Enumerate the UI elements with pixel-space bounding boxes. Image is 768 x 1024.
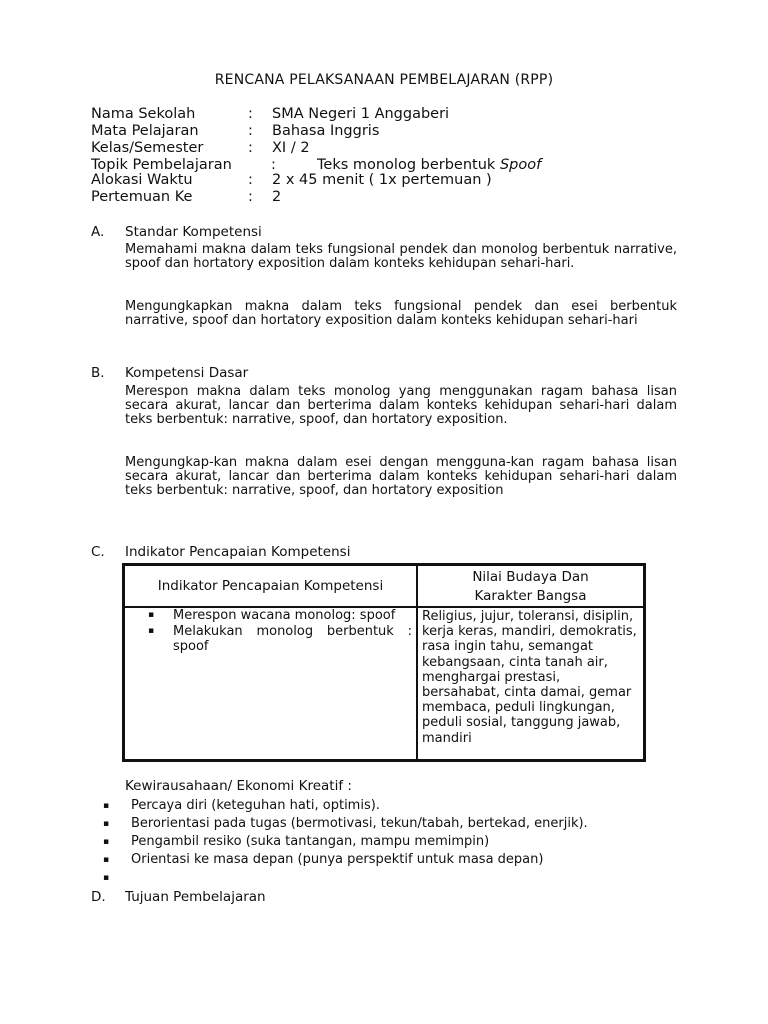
indicator-text: Merespon wacana monolog: spoof <box>173 608 396 623</box>
list-item <box>125 624 416 655</box>
section-a-letter: A. <box>91 224 105 240</box>
info-row-time <box>91 172 651 190</box>
kewirausahaan-item: Berorientasi pada tugas (bermotivasi, tekun/tabah, bertekad, enerjik). <box>131 816 588 831</box>
kewirausahaan-item: Pengambil resiko (suka tantangan, mampu memimpin) <box>131 834 490 849</box>
info-colon: : <box>248 172 253 188</box>
info-value <box>317 157 541 173</box>
info-label: Topik Pembelajaran <box>91 157 232 173</box>
indicator-table <box>122 563 646 762</box>
section-a-paragraph-2: Mengungkapkan makna dalam teks fungsional pendek dan esei berbentuk narrative, spoof dan hortatory exposition dalam konteks kehidupan sehari-hari <box>125 299 677 329</box>
info-value: Bahasa Inggris <box>272 123 380 139</box>
bullet-icon: ▪ <box>103 837 110 847</box>
info-row-meeting <box>91 189 651 207</box>
kewirausahaan-item: Orientasi ke masa depan (punya perspektif untuk masa depan) <box>131 852 544 867</box>
info-row-subject <box>91 123 651 141</box>
bullet-icon: ▪ <box>103 855 110 865</box>
table-header-indicator: Indikator Pencapaian Kompetensi <box>124 565 417 607</box>
info-label: Mata Pelajaran <box>91 123 199 139</box>
bullet-icon: ▪ <box>103 801 110 811</box>
topic-text: Teks monolog berbentuk <box>317 157 496 173</box>
bullet-icon: ▪ <box>103 819 110 829</box>
table-header-values <box>417 565 644 607</box>
info-label: Kelas/Semester <box>91 140 204 156</box>
bullet-icon: ▪ <box>103 873 110 883</box>
section-b-paragraph-1: Merespon makna dalam teks monolog yang menggunakan ragam bahasa lisan secara akurat, lancar dan berterima dalam konteks kehidupan sehari-hari dalam teks berbentuk: narrative, spoof, dan hortatory exposition. <box>125 384 677 428</box>
values-cell: Religius, jujur, toleransi, disiplin, kerja keras, mandiri, demokratis, rasa ingin tahu, semangat kebangsaan, cinta tanah air, menghargai prestasi, bersahabat, cinta damai, gemar membaca, peduli lingkungan, peduli sosial, tanggung jawab, mandiri <box>417 607 644 760</box>
document-title: RENCANA PELAKSANAAN PEMBELAJARAN (RPP) <box>214 72 554 88</box>
section-c-letter: C. <box>91 544 105 560</box>
info-value: XI / 2 <box>272 140 310 156</box>
info-label: Nama Sekolah <box>91 106 196 122</box>
info-colon: : <box>248 106 253 122</box>
info-value: 2 x 45 menit ( 1x pertemuan ) <box>272 172 492 188</box>
kewirausahaan-title: Kewirausahaan/ Ekonomi Kreatif : <box>125 778 352 794</box>
section-d-title: Tujuan Pembelajaran <box>125 889 266 905</box>
indicator-list <box>125 608 416 655</box>
info-colon: : <box>271 157 276 173</box>
info-label: Pertemuan Ke <box>91 189 193 205</box>
kewirausahaan-item: Percaya diri (keteguhan hati, optimis). <box>131 798 380 813</box>
bullet-icon: ▪ <box>148 625 155 636</box>
info-value: 2 <box>272 189 282 205</box>
info-colon: : <box>248 140 253 156</box>
table-row <box>124 607 644 760</box>
info-colon: : <box>248 189 253 205</box>
section-a-title: Standar Kompetensi <box>125 224 262 240</box>
info-row-class <box>91 140 651 158</box>
header-values-line-1: Nilai Budaya Dan <box>472 569 589 585</box>
info-row-school <box>91 106 651 124</box>
section-c-title: Indikator Pencapaian Kompetensi <box>125 544 351 560</box>
section-a-paragraph-1: Memahami makna dalam teks fungsional pendek dan monolog berbentuk narrative, spoof dan hortatory exposition dalam konteks kehidupan sehari-hari. <box>125 242 677 272</box>
section-b-paragraph-2: Mengungkap-kan makna dalam esei dengan mengguna-kan ragam bahasa lisan secara akurat, lancar dan berterima dalam konteks kehidupan sehari-hari dalam teks berbentuk: narrative, spoof, dan hortatory exposition <box>125 455 677 499</box>
section-b-letter: B. <box>91 365 105 381</box>
section-b-title: Kompetensi Dasar <box>125 365 249 381</box>
info-colon: : <box>248 123 253 139</box>
section-d-letter: D. <box>91 889 106 905</box>
bullet-icon: ▪ <box>148 610 155 620</box>
list-item <box>125 608 416 624</box>
info-value: SMA Negeri 1 Anggaberi <box>272 106 450 122</box>
header-values-line-2: Karakter Bangsa <box>474 588 587 604</box>
table-header-row <box>124 565 644 607</box>
info-label: Alokasi Waktu <box>91 172 193 188</box>
indicator-cell <box>124 607 417 760</box>
indicator-text: Melakukan monolog berbentuk : spoof <box>173 623 412 654</box>
topic-italic: Spoof <box>499 157 542 173</box>
